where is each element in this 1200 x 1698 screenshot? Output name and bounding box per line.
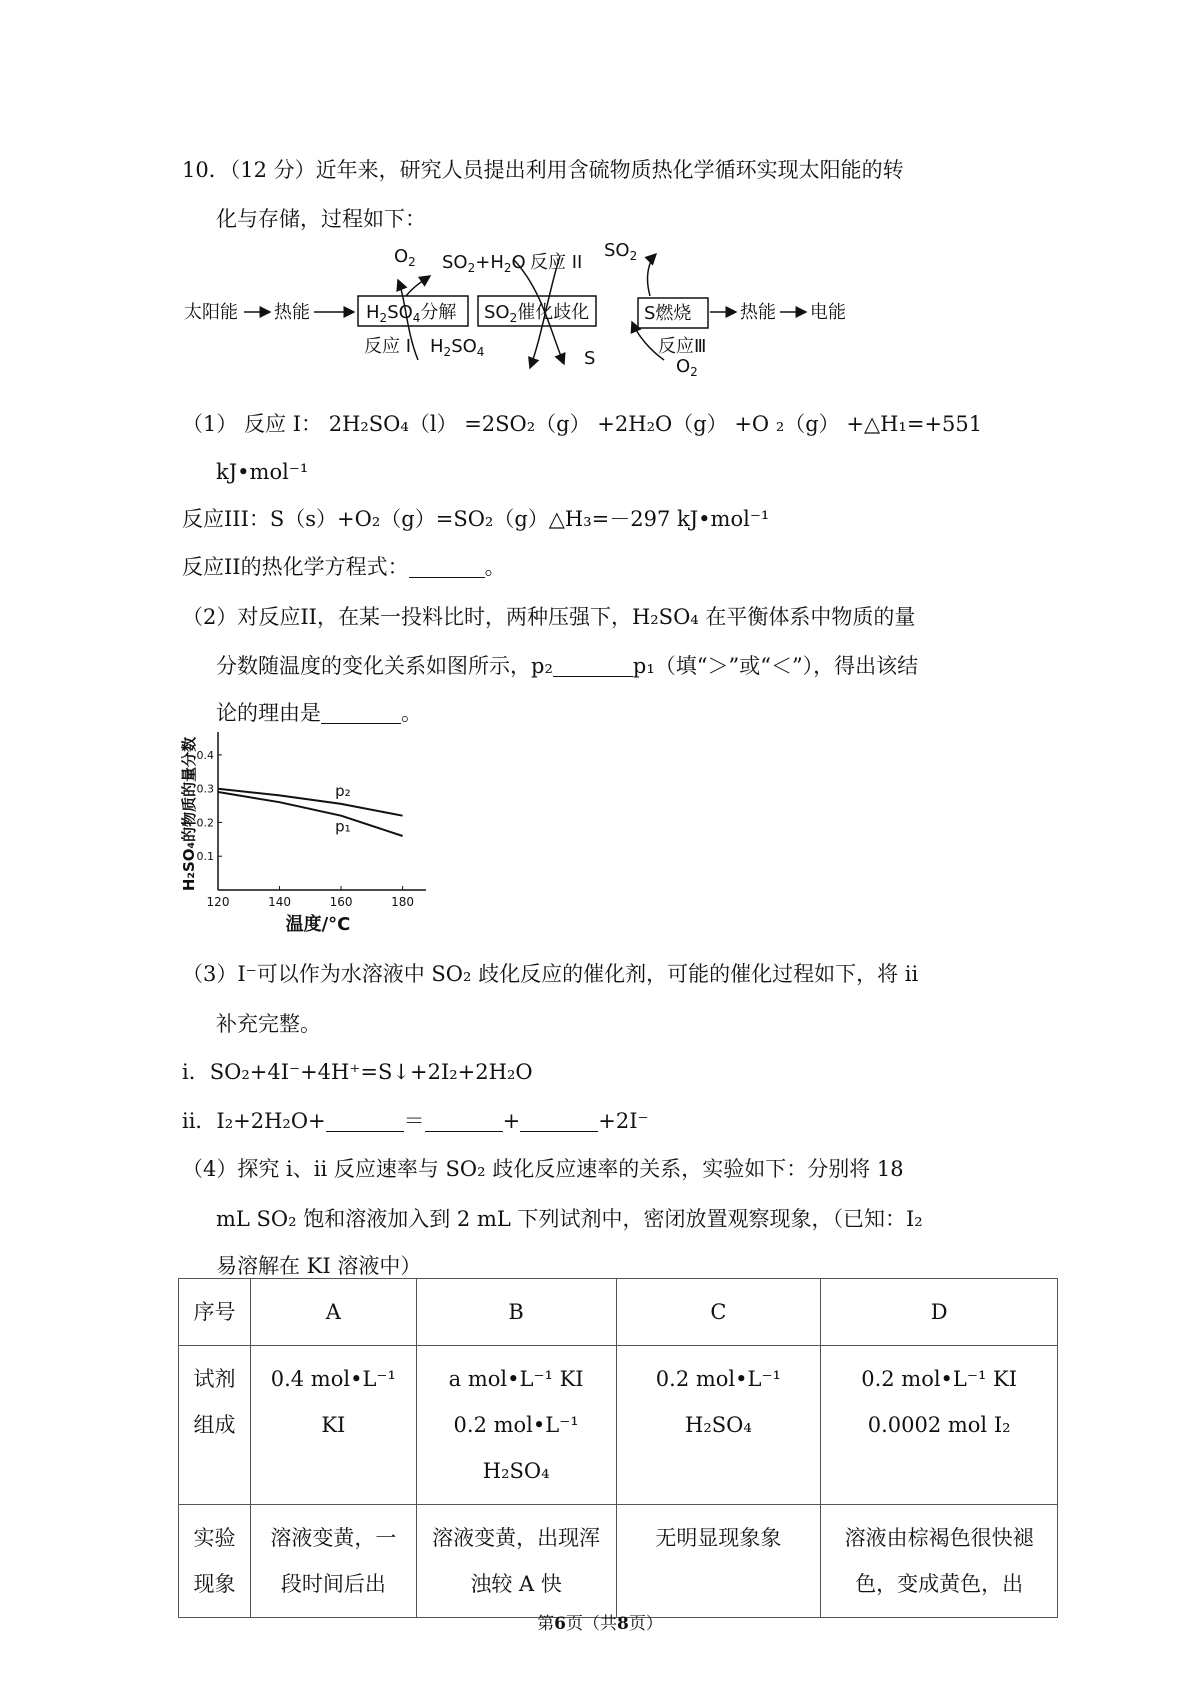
- answer-blank-step-ii-2[interactable]: [425, 1109, 503, 1132]
- s-bottom-label: S: [584, 348, 596, 369]
- step-i: [182, 1058, 533, 1086]
- period: 。: [401, 701, 422, 725]
- page-footer: [0, 1609, 1200, 1634]
- question-line2: [216, 205, 426, 233]
- cell-reagent-d: [821, 1346, 1058, 1505]
- row-label-line: 组成: [193, 1413, 236, 1437]
- part2-text-2a: 分数随温度的变化关系如图所示，p₂: [216, 654, 553, 678]
- series-label: p₂: [335, 781, 351, 800]
- part2-text-2b: p₁（填“＞”或“＜”），得出该结: [632, 654, 919, 678]
- o2-bottom-label: $O_2$: [676, 356, 698, 379]
- sulfur-cycle-diagram: [180, 240, 940, 400]
- part3-text-1: （3）I⁻可以作为水溶液中 SO₂ 歧化反应的催化剂，可能的催化过程如下，将 ii: [182, 962, 919, 986]
- table-header-cell: D: [821, 1279, 1058, 1346]
- footer-text: 第: [537, 1614, 555, 1634]
- arrow-s-to-burn: [648, 254, 656, 296]
- part1-line2: [216, 458, 308, 486]
- svg-text:S燃烧: S燃烧: [644, 303, 692, 324]
- question-intro: 近年来，研究人员提出利用含硫物质热化学循环实现太阳能的转: [315, 158, 904, 182]
- arrow-decomp-out-2: [406, 276, 430, 296]
- h2so4-fraction-chart: [180, 728, 460, 948]
- cell-reagent-b: [416, 1346, 616, 1505]
- reaction1-equation: 2H₂SO₄（l） =2SO₂（g） +2H₂O（g） +O ₂（g） +△H₁=+551: [328, 412, 983, 436]
- question-number: 10．: [182, 158, 230, 182]
- part2-line3: [216, 699, 422, 727]
- experiment-table: [178, 1278, 1058, 1618]
- row-label-observations: [179, 1505, 251, 1618]
- y-axis-label: H₂SO₄的物质的量分数: [180, 736, 198, 892]
- part4-line2: [216, 1205, 923, 1233]
- part4-text-1: （4）探究 i、ii 反应速率与 SO₂ 歧化反应速率的关系，实验如下：分别将 18: [182, 1157, 904, 1181]
- svg-text:SO2催化歧化: $SO_2$催化歧化: [484, 302, 590, 325]
- reaction-3-label: 反应Ⅲ: [658, 336, 707, 357]
- so2-h2o-label: $SO_2+H_2O$: [442, 252, 526, 275]
- part4-text-2: mL SO₂ 饱和溶液加入到 2 mL 下列试剂中，密闭放置观察现象，（已知：I₂: [216, 1207, 923, 1231]
- plus-sign: +: [502, 1109, 521, 1133]
- solar-energy-label: 太阳能: [184, 302, 238, 323]
- table-row-observations: [179, 1505, 1058, 1618]
- series-label: p₁: [335, 817, 351, 836]
- footer-text: 页）: [628, 1614, 663, 1634]
- reaction1-unit: kJ•mol⁻¹: [216, 460, 309, 484]
- answer-blank-reaction2[interactable]: [409, 555, 485, 578]
- so2-right-label: $SO_2$: [604, 240, 638, 263]
- answer-blank-step-ii-1[interactable]: [326, 1109, 404, 1132]
- y-tick-label: 0.4: [196, 748, 214, 762]
- part1-line1: [182, 410, 982, 438]
- part1-line4: [182, 553, 506, 581]
- row-label-line: 现象: [193, 1572, 236, 1596]
- cell-text: 0.0002 mol I₂: [867, 1413, 1011, 1437]
- cell-reagent-c: [616, 1346, 821, 1505]
- cell-text: 段时间后出: [280, 1572, 386, 1596]
- step-i-equation: i．SO₂+4I⁻+4H⁺=S↓+2I₂+2H₂O: [182, 1060, 533, 1084]
- y-tick-label: 0.2: [196, 816, 214, 830]
- answer-blank-pressure[interactable]: [553, 654, 633, 677]
- cell-text: 色，变成黄色，出: [855, 1572, 1024, 1596]
- table-header-cell: 序号: [179, 1279, 251, 1346]
- part2-text-3a: 论的理由是: [216, 701, 321, 725]
- part2-line1: [182, 603, 915, 631]
- cell-observation-d: [821, 1505, 1058, 1618]
- part2-line2: [216, 652, 918, 680]
- reaction-1-label: 反应 I: [364, 336, 412, 357]
- footer-text: 页（共: [566, 1614, 617, 1634]
- y-tick-label: 0.1: [196, 850, 214, 864]
- row-label-reagents: [179, 1346, 251, 1505]
- step-ii-prefix: ii．I₂+2H₂O+: [182, 1109, 326, 1133]
- cell-observation-c: [616, 1505, 821, 1618]
- y-tick-label: 0.3: [196, 782, 214, 796]
- part2-text-1: （2）对反应II，在某一投料比时，两种压强下，H₂SO₄ 在平衡体系中物质的量: [182, 605, 916, 629]
- part4-text-3: 易溶解在 KI 溶液中）: [216, 1254, 422, 1278]
- part1-line3: [182, 505, 769, 533]
- o2-top-label: $O_2$: [394, 246, 416, 269]
- part3-line1: [182, 960, 918, 988]
- part1-label: （1） 反应 I：: [182, 412, 323, 436]
- cell-text: 溶液由棕褐色很快褪: [844, 1526, 1034, 1550]
- series-line-p1: [218, 792, 403, 836]
- x-tick-label: 180: [391, 895, 415, 909]
- table-header-cell: C: [616, 1279, 821, 1346]
- svg-text:H2SO4分解: $H_2SO_4$分解: [366, 302, 457, 325]
- period: 。: [484, 555, 506, 579]
- question-points: （12 分）: [229, 158, 316, 182]
- heat-label-2: 热能: [740, 302, 776, 323]
- cell-observation-a: [250, 1505, 416, 1618]
- question-intro-2: 化与存储，过程如下：: [216, 207, 426, 231]
- page-number: 6: [554, 1614, 566, 1634]
- table-row-reagents: [179, 1346, 1058, 1505]
- part3-text-2: 补充完整。: [216, 1012, 321, 1036]
- heat-label-1: 热能: [274, 302, 310, 323]
- cell-text: 溶液变黄，一: [270, 1526, 397, 1550]
- cell-text: 0.2 mol•L⁻¹ H₂SO₄: [453, 1413, 579, 1483]
- x-axis-label: 温度/°C: [285, 914, 351, 935]
- cell-text: 0.2 mol•L⁻¹ KI: [861, 1367, 1018, 1391]
- part4-line1: [182, 1155, 904, 1183]
- question-line1: [182, 156, 904, 184]
- equals-sign: ＝: [403, 1109, 425, 1133]
- cell-text: 无明显现象象: [655, 1526, 782, 1550]
- cell-text: 浊较 A 快: [470, 1572, 562, 1596]
- x-tick-label: 120: [206, 895, 230, 909]
- x-tick-label: 140: [268, 895, 291, 909]
- row-label-line: 实验: [193, 1526, 236, 1550]
- x-tick-label: 160: [329, 895, 353, 909]
- page-total: 8: [617, 1614, 629, 1634]
- step-ii-suffix: +2I⁻: [598, 1109, 649, 1133]
- cell-text: 溶液变黄，出现浑: [432, 1526, 601, 1550]
- series-line-p2: [218, 789, 403, 816]
- table-header-row: [179, 1279, 1058, 1346]
- cell-reagent-a: [250, 1346, 416, 1505]
- answer-blank-reason[interactable]: [321, 701, 401, 724]
- cell-text: 0.4 mol•L⁻¹ KI: [270, 1367, 396, 1437]
- part3-line2: [216, 1010, 321, 1038]
- table-header-cell: B: [416, 1279, 616, 1346]
- cell-observation-b: [416, 1505, 616, 1618]
- h2so4-bottom-label: $H_2SO_4$: [430, 336, 485, 359]
- reaction3-equation: 反应III：S（s）+O₂（g）=SO₂（g）△H₃=－297 kJ•mol⁻¹: [182, 507, 770, 531]
- row-label-line: 试剂: [193, 1367, 236, 1391]
- table-header-cell: A: [250, 1279, 416, 1346]
- reaction2-prompt: 反应II的热化学方程式：: [182, 555, 409, 579]
- electric-energy-label: 电能: [810, 302, 846, 323]
- part4-line3: [216, 1252, 421, 1280]
- answer-blank-step-ii-3[interactable]: [520, 1109, 598, 1132]
- step-ii: [182, 1107, 649, 1135]
- cell-text: 0.2 mol•L⁻¹ H₂SO₄: [655, 1367, 781, 1437]
- reaction-2-label: 反应 II: [530, 252, 583, 273]
- cell-text: a mol•L⁻¹ KI: [448, 1367, 584, 1391]
